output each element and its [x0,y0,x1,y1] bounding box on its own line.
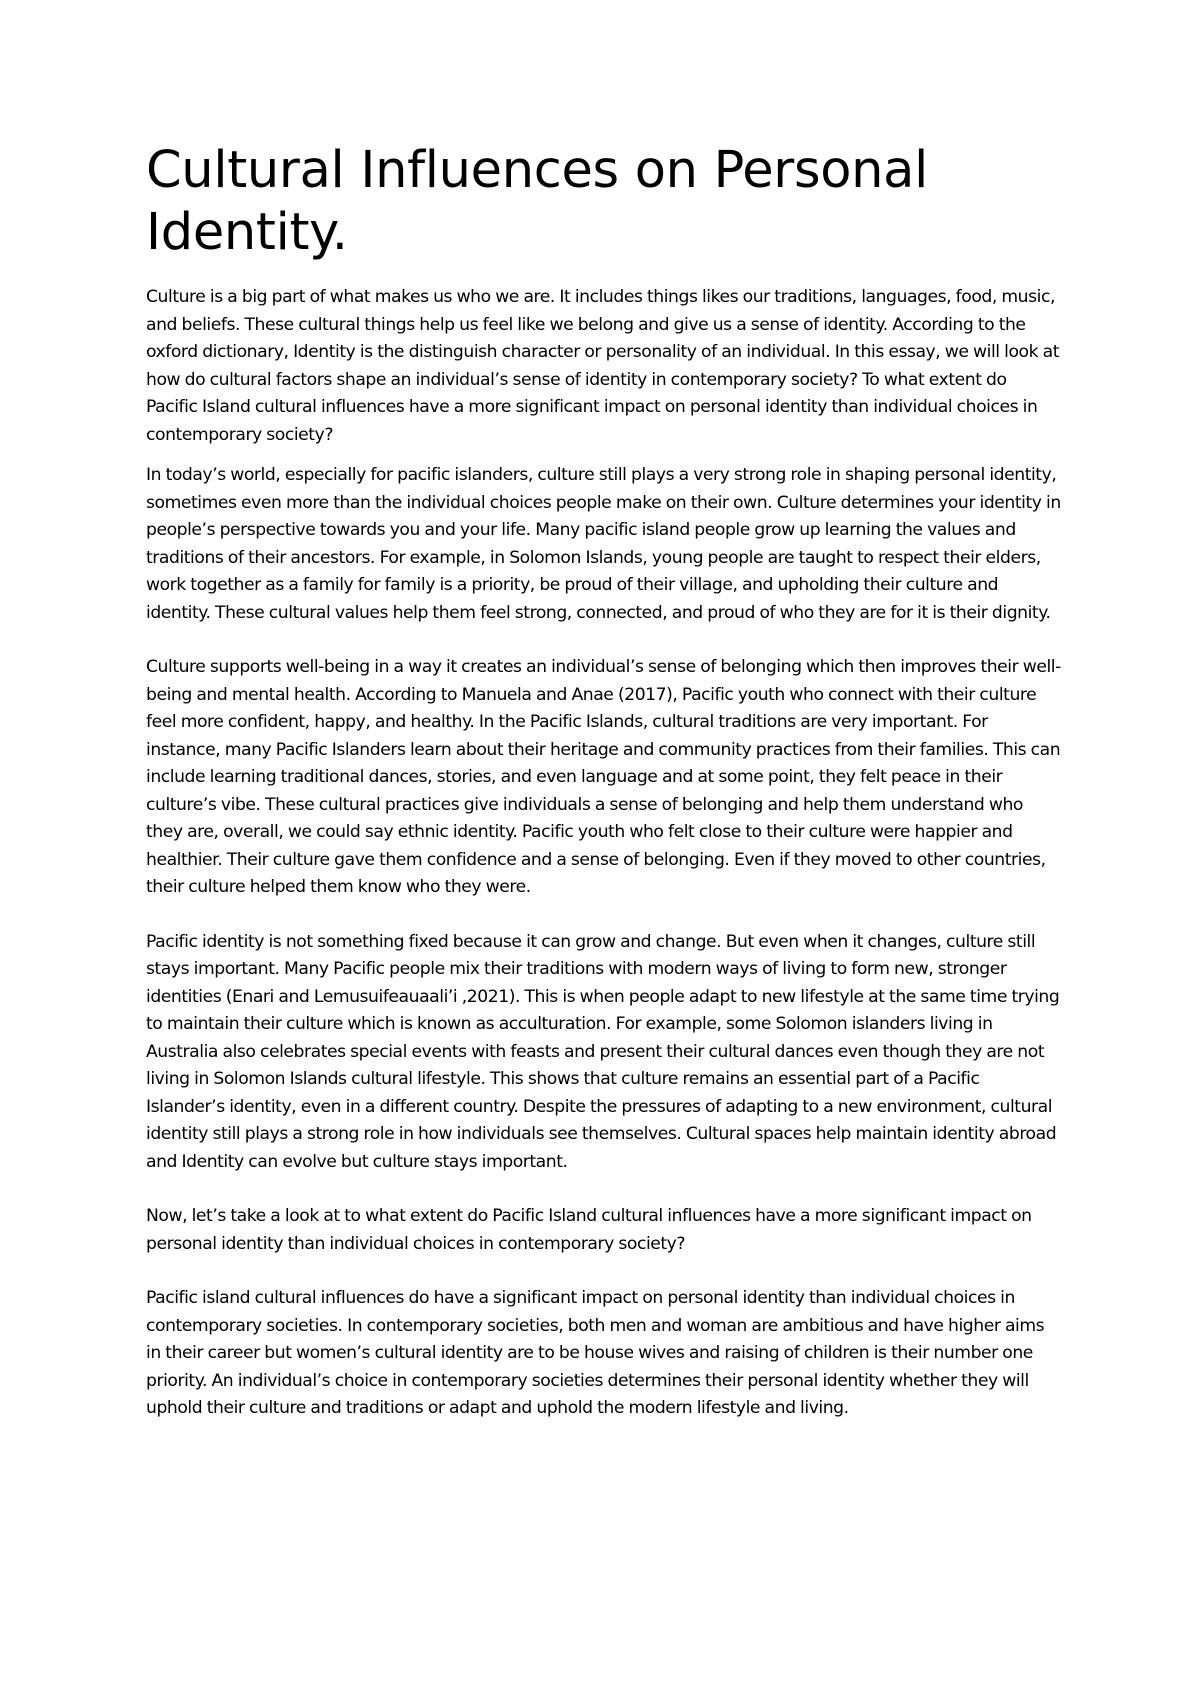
paragraph-identity-change: Pacific identity is not something fixed because it can grow and change. But even when it changes, culture still stays important. Many Pacific people mix their traditions with modern ways of living to form new, stronger identities (Enari and Lemusuifeauaali’i ,2021). This is when people adapt to new lifestyle at the same time trying to maintain their culture which is known as acculturation. For example, some Solomon islanders living in Australia also celebrates special events with feasts and present their cultural dances even though they are not living in Solomon Islands cultural lifestyle. This shows that culture remains an essential part of a Pacific Islander’s identity, even in a different country. Despite the pressures of adapting to a new environment, cultural identity still plays a strong role in how individuals see themselves. Cultural spaces help maintain identity abroad and Identity can evolve but culture stays important. [146,931,1060,1172]
document-page [146,140,1061,1423]
paragraph-introduction: Culture is a big part of what makes us who we are. It includes things likes our traditions, languages, food, music, and beliefs. These cultural things help us feel like we belong and give us a sense of identity. According to the oxford dictionary, Identity is the distinguish character or personality of an individual. In this essay, we will look at how do cultural factors shape an individual’s sense of identity in contemporary society? To what extent do Pacific Island cultural influences have a more significant impact on personal identity than individual choices in contemporary society? [146,287,1059,445]
paragraph-significant-impact: Pacific island cultural influences do have a significant impact on personal identity than individual choices in contemporary societies. In contemporary societies, both men and woman are ambitious and have higher aims in their career but women’s cultural identity are to be house wives and raising of children is their number one priority. An individual’s choice in contemporary societies determines their personal identity whether they will uphold their culture and traditions or adapt and uphold the modern lifestyle and living. [146,1288,1045,1418]
paragraph-well-being: Culture supports well-being in a way it creates an individual’s sense of belonging which then improves their well-being and mental health. According to Manuela and Anae (2017), Pacific youth who connect with their culture feel more confident, happy, and healthy. In the Pacific Islands, cultural traditions are very important. For instance, many Pacific Islanders learn about their heritage and community practices from their families. This can include learning traditional dances, stories, and even language and at some point, they felt peace in their culture’s vibe. These cultural practices give individuals a sense of belonging and help them understand who they are, overall, we could say ethnic identity. Pacific youth who felt close to their culture were happier and healthier. Their culture gave them confidence and a sense of belonging. Even if they moved to other countries, their culture helped them know who they were. [146,657,1061,897]
paragraph-pacific-identity-role: In today’s world, especially for pacific islanders, culture still plays a very strong role in shaping personal identity, sometimes even more than the individual choices people make on their own. Culture determines your identity in people’s perspective towards you and your life. Many pacific island people grow up learning the values and traditions of their ancestors. For example, in Solomon Islands, young people are taught to respect their elders, work together as a family for family is a priority, be proud of their village, and upholding their culture and identity. These cultural values help them feel strong, connected, and proud of who they are for it is their dignity. [146,465,1061,623]
document-title: Cultural Influences on Personal Identity. [146,141,928,262]
paragraph-transition-question: Now, let’s take a look at to what extent do Pacific Island cultural influences have a more significant impact on personal identity than individual choices in contemporary society? [146,1206,1032,1254]
